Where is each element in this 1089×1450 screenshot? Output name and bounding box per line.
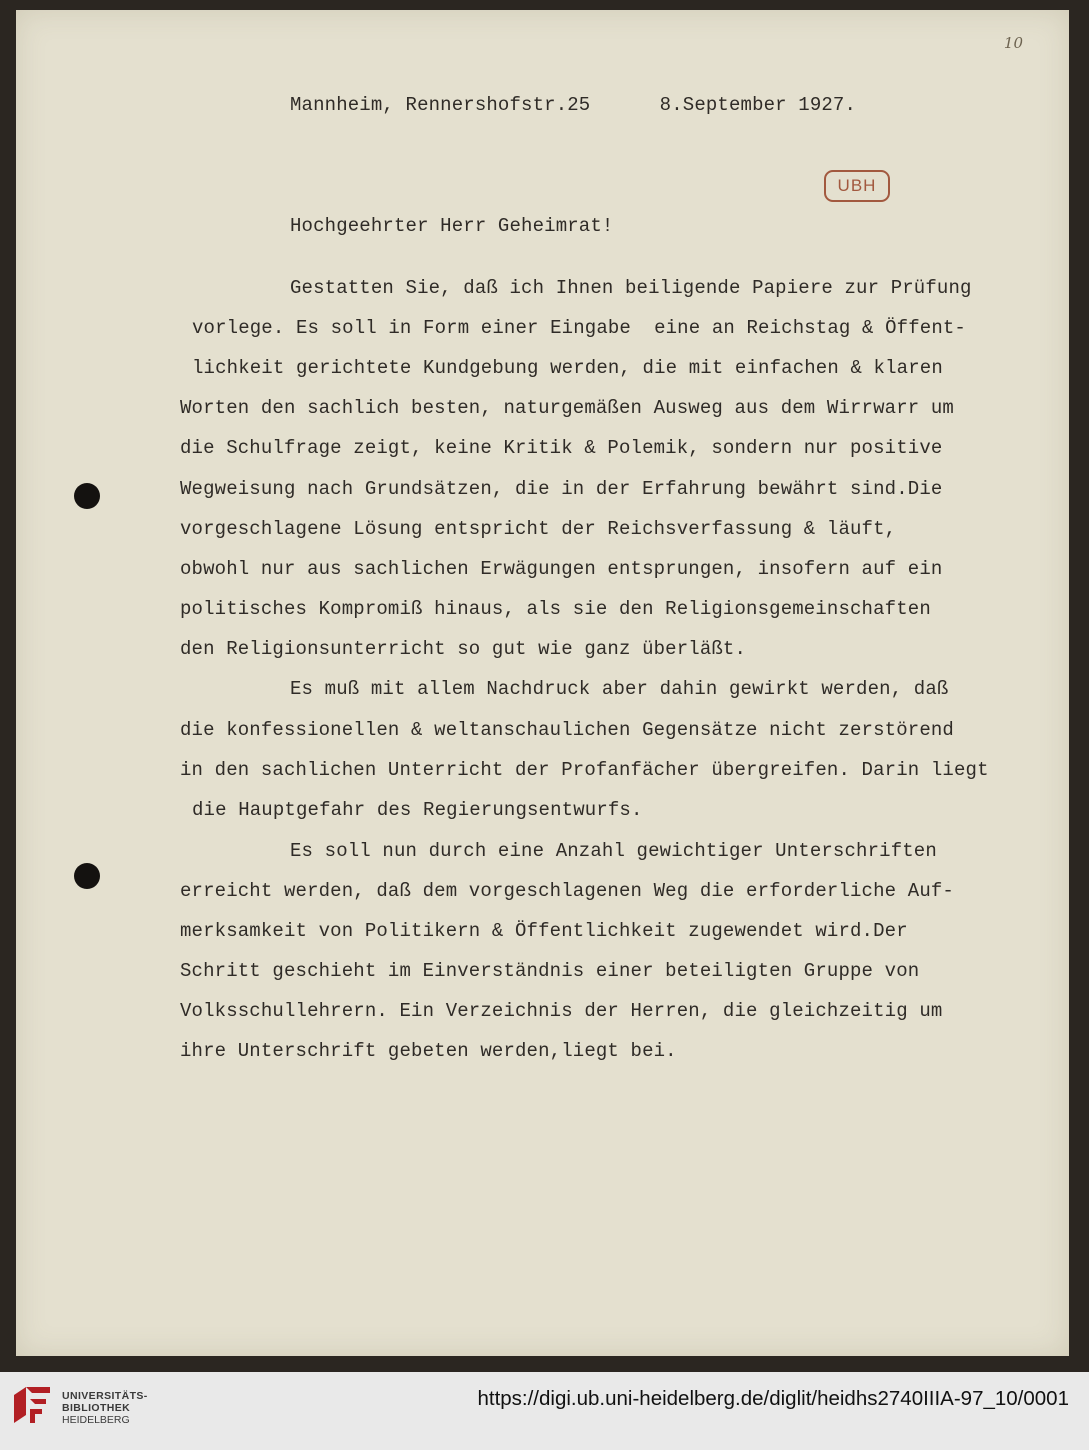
text-line: Es muß mit allem Nachdruck aber dahin gewirkt werden, daß [290, 678, 949, 700]
library-name [62, 1390, 148, 1426]
punch-hole-lower [74, 863, 100, 889]
text-line: vorgeschlagene Lösung entspricht der Reichsverfassung & läuft, [180, 518, 897, 540]
place-date-line: Mannheim, Rennershofstr.25 8.September 1927. [290, 94, 857, 116]
text-line: in den sachlichen Unterricht der Profanfächer übergreifen. Darin liegt [180, 759, 989, 781]
letter-page [16, 10, 1069, 1356]
viewer-footer [0, 1372, 1089, 1450]
text-line: den Religionsunterricht so gut wie ganz überläßt. [180, 638, 747, 660]
library-name-line: HEIDELBERG [62, 1414, 130, 1426]
folio-number: 10 [1003, 34, 1023, 52]
text-line: merksamkeit von Politikern & Öffentlichkeit zugewendet wird.Der [180, 920, 908, 942]
punch-hole-upper [74, 483, 100, 509]
text-line: lichkeit gerichtete Kundgebung werden, die mit einfachen & klaren [192, 357, 943, 379]
text-line: erreicht werden, daß dem vorgeschlagenen Weg die erforderliche Auf- [180, 880, 954, 902]
text-line: Gestatten Sie, daß ich Ihnen beiligende Papiere zur Prüfung [290, 277, 972, 299]
library-stamp: UBH [824, 170, 890, 202]
salutation: Hochgeehrter Herr Geheimrat! [290, 215, 614, 237]
text-line: Schritt geschieht im Einverständnis einer beteiligten Gruppe von [180, 960, 920, 982]
permalink-url[interactable]: https://digi.ub.uni-heidelberg.de/diglit/heidhs2740IIIA-97_10/0001 [477, 1387, 1069, 1410]
library-name-line: BIBLIOTHEK [62, 1402, 131, 1414]
text-line: Es soll nun durch eine Anzahl gewichtiger Unterschriften [290, 840, 937, 862]
text-line: die konfessionellen & weltanschaulichen Gegensätze nicht zerstörend [180, 719, 954, 741]
text-line: die Hauptgefahr des Regierungsentwurfs. [192, 799, 643, 821]
library-name-line: UNIVERSITÄTS- [62, 1390, 148, 1402]
text-line: Wegweisung nach Grundsätzen, die in der Erfahrung bewährt sind.Die [180, 478, 943, 500]
text-line: Volksschullehrern. Ein Verzeichnis der Herren, die gleichzeitig um [180, 1000, 943, 1022]
text-line: Worten den sachlich besten, naturgemäßen Ausweg aus dem Wirrwarr um [180, 397, 954, 419]
text-line: die Schulfrage zeigt, keine Kritik & Polemik, sondern nur positive [180, 437, 943, 459]
text-line: politisches Kompromiß hinaus, als sie den Religionsgemeinschaften [180, 598, 931, 620]
library-logo-icon [10, 1383, 54, 1427]
text-line: vorlege. Es soll in Form einer Eingabe eine an Reichstag & Öffent- [192, 317, 966, 339]
text-line: obwohl nur aus sachlichen Erwägungen entsprungen, insofern auf ein [180, 558, 943, 580]
text-line: ihre Unterschrift gebeten werden,liegt bei. [180, 1040, 677, 1062]
